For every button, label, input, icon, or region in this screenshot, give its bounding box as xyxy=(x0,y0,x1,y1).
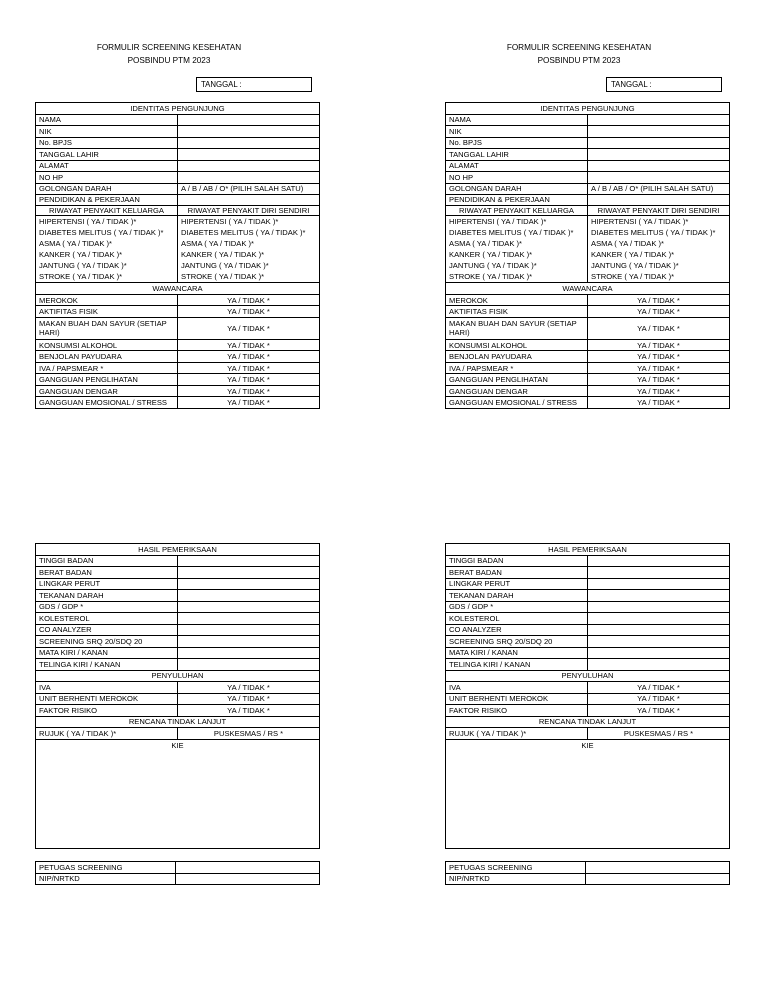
hasil-label: TELINGA KIRI / KANAN xyxy=(446,659,588,671)
yes-no-option[interactable]: YA / TIDAK * xyxy=(588,682,730,694)
riwayat-keluarga-header: RIWAYAT PENYAKIT KELUARGA xyxy=(36,205,178,216)
kie-header: KIE xyxy=(36,739,320,751)
hasil-header: HASIL PEMERIKSAAN xyxy=(36,544,320,556)
kie-textarea[interactable] xyxy=(446,751,730,849)
field-label: NAMA xyxy=(446,114,588,126)
wawancara-label: GANGGUAN DENGAR xyxy=(36,385,178,397)
yes-no-option[interactable]: YA / TIDAK * xyxy=(178,682,320,694)
field-label: NIK xyxy=(446,126,588,138)
hasil-table xyxy=(445,543,730,849)
wawancara-label: IVA / PAPSMEAR * xyxy=(36,362,178,374)
nama-input[interactable] xyxy=(178,114,320,126)
co-analyzer-input[interactable] xyxy=(178,624,320,636)
history-item: DIABETES MELITUS ( YA / TIDAK )* xyxy=(591,227,716,237)
kie-header: KIE xyxy=(446,739,730,751)
history-item: ASMA ( YA / TIDAK )* xyxy=(181,238,255,248)
tujuan-option[interactable]: PUSKESMAS / RS * xyxy=(178,728,320,740)
nip-input[interactable] xyxy=(586,873,730,885)
screening-form-right xyxy=(443,0,733,1002)
tinggi-badan-input[interactable] xyxy=(178,555,320,567)
nip-input[interactable] xyxy=(176,873,320,885)
srq-input[interactable] xyxy=(588,636,730,648)
history-item: DIABETES MELITUS ( YA / TIDAK )* xyxy=(39,227,164,237)
wawancara-label: GANGGUAN EMOSIONAL / STRESS xyxy=(446,397,588,409)
hasil-table xyxy=(35,543,320,849)
wawancara-label: BENJOLAN PAYUDARA xyxy=(446,351,588,363)
tujuan-option[interactable]: PUSKESMAS / RS * xyxy=(588,728,730,740)
hasil-label: BERAT BADAN xyxy=(446,567,588,579)
yes-no-option[interactable]: YA / TIDAK * xyxy=(178,362,320,374)
yes-no-option[interactable]: YA / TIDAK * xyxy=(178,397,320,409)
yes-no-option[interactable]: YA / TIDAK * xyxy=(588,397,730,409)
form-title: FORMULIR SCREENING KESEHATAN xyxy=(96,43,242,52)
tanggal-label: TANGGAL : xyxy=(611,80,652,89)
riwayat-sendiri-header: RIWAYAT PENYAKIT DIRI SENDIRI xyxy=(588,205,730,216)
nik-input[interactable] xyxy=(178,126,320,138)
yes-no-option[interactable]: YA / TIDAK * xyxy=(588,385,730,397)
wawancara-label: GANGGUAN PENGLIHATAN xyxy=(446,374,588,386)
history-item: JANTUNG ( YA / TIDAK )* xyxy=(181,260,269,270)
history-item: STROKE ( YA / TIDAK )* xyxy=(39,271,123,281)
wawancara-label: KONSUMSI ALKOHOL xyxy=(36,339,178,351)
wawancara-label: MEROKOK xyxy=(36,294,178,306)
wawancara-label: GANGGUAN DENGAR xyxy=(446,385,588,397)
history-item: HIPERTENSI ( YA / TIDAK )* xyxy=(39,217,137,226)
rencana-header: RENCANA TINDAK LANJUT xyxy=(36,716,320,728)
yes-no-option[interactable]: YA / TIDAK * xyxy=(178,693,320,705)
nik-input[interactable] xyxy=(588,126,730,138)
tanggal-label: TANGGAL : xyxy=(201,80,242,89)
pendidikan-input[interactable] xyxy=(178,195,320,206)
wawancara-header: WAWANCARA xyxy=(36,283,320,295)
no-hp-input[interactable] xyxy=(588,172,730,184)
petugas-label: PETUGAS SCREENING xyxy=(36,862,176,874)
wawancara-label: KONSUMSI ALKOHOL xyxy=(446,339,588,351)
petugas-label: PETUGAS SCREENING xyxy=(446,862,586,874)
kolesterol-input[interactable] xyxy=(178,613,320,625)
field-label: TANGGAL LAHIR xyxy=(446,149,588,161)
hasil-label: TINGGI BADAN xyxy=(36,555,178,567)
wawancara-label: AKTIFITAS FISIK xyxy=(36,306,178,318)
yes-no-option[interactable]: YA / TIDAK * xyxy=(588,705,730,717)
yes-no-option[interactable]: YA / TIDAK * xyxy=(588,306,730,318)
history-item: ASMA ( YA / TIDAK )* xyxy=(39,238,113,248)
hasil-label: SCREENING SRQ 20/SDQ 20 xyxy=(36,636,178,648)
wawancara-label: IVA / PAPSMEAR * xyxy=(446,362,588,374)
yes-no-option[interactable]: YA / TIDAK * xyxy=(178,374,320,386)
tinggi-badan-input[interactable] xyxy=(588,555,730,567)
history-item: DIABETES MELITUS ( YA / TIDAK )* xyxy=(181,227,306,237)
penyuluhan-label: FAKTOR RISIKO xyxy=(36,705,178,717)
hasil-label: KOLESTEROL xyxy=(36,613,178,625)
alamat-input[interactable] xyxy=(588,160,730,172)
history-item: JANTUNG ( YA / TIDAK )* xyxy=(39,260,127,270)
identitas-table xyxy=(445,102,730,409)
lingkar-perut-input[interactable] xyxy=(588,578,730,590)
history-item: HIPERTENSI ( YA / TIDAK )* xyxy=(181,217,279,226)
riwayat-sendiri-header: RIWAYAT PENYAKIT DIRI SENDIRI xyxy=(178,205,320,216)
gds-input[interactable] xyxy=(588,601,730,613)
tanggal-field[interactable] xyxy=(196,77,312,92)
wawancara-label: GANGGUAN EMOSIONAL / STRESS xyxy=(36,397,178,409)
mata-input[interactable] xyxy=(588,647,730,659)
history-item: ASMA ( YA / TIDAK )* xyxy=(449,238,523,248)
yes-no-option[interactable]: YA / TIDAK * xyxy=(178,339,320,351)
penyuluhan-header: PENYULUHAN xyxy=(446,670,730,682)
riwayat-keluarga-list[interactable] xyxy=(36,216,178,283)
field-label: PENDIDIKAN & PEKERJAAN xyxy=(446,195,588,206)
gds-input[interactable] xyxy=(178,601,320,613)
yes-no-option[interactable]: YA / TIDAK * xyxy=(588,374,730,386)
history-item: ASMA ( YA / TIDAK )* xyxy=(591,238,665,248)
nip-label: NIP/NRTKD xyxy=(36,873,176,885)
history-item: KANKER ( YA / TIDAK )* xyxy=(181,249,265,259)
wawancara-label: MEROKOK xyxy=(446,294,588,306)
yes-no-option[interactable]: YA / TIDAK * xyxy=(588,339,730,351)
hasil-label: LINGKAR PERUT xyxy=(36,578,178,590)
penyuluhan-label: FAKTOR RISIKO xyxy=(446,705,588,717)
wawancara-label: MAKAN BUAH DAN SAYUR (SETIAP HARI) xyxy=(36,317,178,339)
nip-label: NIP/NRTKD xyxy=(446,873,586,885)
yes-no-option[interactable]: YA / TIDAK * xyxy=(588,317,730,339)
identitas-table xyxy=(35,102,320,409)
riwayat-sendiri-list[interactable] xyxy=(588,216,730,283)
history-item: KANKER ( YA / TIDAK )* xyxy=(449,249,533,259)
rencana-header: RENCANA TINDAK LANJUT xyxy=(446,716,730,728)
penyuluhan-label: UNIT BERHENTI MEROKOK xyxy=(36,693,178,705)
penyuluhan-label: IVA xyxy=(446,682,588,694)
form-subtitle: POSBINDU PTM 2023 xyxy=(537,56,621,65)
yes-no-option[interactable]: YA / TIDAK * xyxy=(178,351,320,363)
hasil-label: KOLESTEROL xyxy=(446,613,588,625)
hasil-label: LINGKAR PERUT xyxy=(446,578,588,590)
penyuluhan-label: IVA xyxy=(36,682,178,694)
field-label: No. BPJS xyxy=(36,137,178,149)
field-label: NIK xyxy=(36,126,178,138)
golongan-darah-options[interactable]: A / B / AB / O* (PILIH SALAH SATU) xyxy=(178,183,320,195)
co-analyzer-input[interactable] xyxy=(588,624,730,636)
golongan-darah-options[interactable]: A / B / AB / O* (PILIH SALAH SATU) xyxy=(588,183,730,195)
yes-no-option[interactable]: YA / TIDAK * xyxy=(588,693,730,705)
hasil-label: MATA KIRI / KANAN xyxy=(36,647,178,659)
hasil-label: TEKANAN DARAH xyxy=(36,590,178,602)
hasil-label: CO ANALYZER xyxy=(446,624,588,636)
nama-input[interactable] xyxy=(588,114,730,126)
hasil-label: GDS / GDP * xyxy=(446,601,588,613)
history-item: HIPERTENSI ( YA / TIDAK )* xyxy=(449,217,547,226)
alamat-input[interactable] xyxy=(178,160,320,172)
berat-badan-input[interactable] xyxy=(588,567,730,579)
hasil-label: BERAT BADAN xyxy=(36,567,178,579)
wawancara-label: BENJOLAN PAYUDARA xyxy=(36,351,178,363)
hasil-label: TEKANAN DARAH xyxy=(446,590,588,602)
field-label: GOLONGAN DARAH xyxy=(446,183,588,195)
yes-no-option[interactable]: YA / TIDAK * xyxy=(178,385,320,397)
no-hp-input[interactable] xyxy=(178,172,320,184)
history-item: HIPERTENSI ( YA / TIDAK )* xyxy=(591,217,689,226)
history-item: STROKE ( YA / TIDAK )* xyxy=(181,271,265,281)
petugas-input[interactable] xyxy=(586,862,730,874)
petugas-table xyxy=(445,861,730,885)
mata-input[interactable] xyxy=(178,647,320,659)
history-item: STROKE ( YA / TIDAK )* xyxy=(449,271,533,281)
bpjs-input[interactable] xyxy=(178,137,320,149)
wawancara-label: GANGGUAN PENGLIHATAN xyxy=(36,374,178,386)
field-label: TANGGAL LAHIR xyxy=(36,149,178,161)
srq-input[interactable] xyxy=(178,636,320,648)
field-label: NO HP xyxy=(36,172,178,184)
wawancara-header: WAWANCARA xyxy=(446,283,730,295)
hasil-label: GDS / GDP * xyxy=(36,601,178,613)
history-item: KANKER ( YA / TIDAK )* xyxy=(39,249,123,259)
rujuk-option[interactable]: RUJUK ( YA / TIDAK )* xyxy=(446,728,588,740)
hasil-label: SCREENING SRQ 20/SDQ 20 xyxy=(446,636,588,648)
hasil-label: CO ANALYZER xyxy=(36,624,178,636)
field-label: GOLONGAN DARAH xyxy=(36,183,178,195)
form-subtitle: POSBINDU PTM 2023 xyxy=(127,56,211,65)
yes-no-option[interactable]: YA / TIDAK * xyxy=(178,705,320,717)
kolesterol-input[interactable] xyxy=(588,613,730,625)
petugas-input[interactable] xyxy=(176,862,320,874)
history-item: JANTUNG ( YA / TIDAK )* xyxy=(449,260,537,270)
identitas-header: IDENTITAS PENGUNJUNG xyxy=(36,103,320,115)
yes-no-option[interactable]: YA / TIDAK * xyxy=(178,294,320,306)
field-label: NO HP xyxy=(446,172,588,184)
tanggal-lahir-input[interactable] xyxy=(588,149,730,161)
yes-no-option[interactable]: YA / TIDAK * xyxy=(588,362,730,374)
telinga-input[interactable] xyxy=(178,659,320,671)
field-label: ALAMAT xyxy=(446,160,588,172)
screening-form-left xyxy=(33,0,323,1002)
wawancara-label: MAKAN BUAH DAN SAYUR (SETIAP HARI) xyxy=(446,317,588,339)
riwayat-keluarga-header: RIWAYAT PENYAKIT KELUARGA xyxy=(446,205,588,216)
bpjs-input[interactable] xyxy=(588,137,730,149)
field-label: NAMA xyxy=(36,114,178,126)
riwayat-sendiri-list[interactable] xyxy=(178,216,320,283)
berat-badan-input[interactable] xyxy=(178,567,320,579)
kie-textarea[interactable] xyxy=(36,751,320,849)
tanggal-field[interactable] xyxy=(606,77,722,92)
penyuluhan-label: UNIT BERHENTI MEROKOK xyxy=(446,693,588,705)
field-label: ALAMAT xyxy=(36,160,178,172)
penyuluhan-header: PENYULUHAN xyxy=(36,670,320,682)
history-item: DIABETES MELITUS ( YA / TIDAK )* xyxy=(449,227,574,237)
tekanan-darah-input[interactable] xyxy=(178,590,320,602)
history-item: STROKE ( YA / TIDAK )* xyxy=(591,271,675,281)
field-label: PENDIDIKAN & PEKERJAAN xyxy=(36,195,178,206)
identitas-header: IDENTITAS PENGUNJUNG xyxy=(446,103,730,115)
hasil-label: TELINGA KIRI / KANAN xyxy=(36,659,178,671)
hasil-header: HASIL PEMERIKSAAN xyxy=(446,544,730,556)
hasil-label: TINGGI BADAN xyxy=(446,555,588,567)
yes-no-option[interactable]: YA / TIDAK * xyxy=(588,351,730,363)
yes-no-option[interactable]: YA / TIDAK * xyxy=(178,306,320,318)
tanggal-lahir-input[interactable] xyxy=(178,149,320,161)
tekanan-darah-input[interactable] xyxy=(588,590,730,602)
riwayat-keluarga-list[interactable] xyxy=(446,216,588,283)
history-item: KANKER ( YA / TIDAK )* xyxy=(591,249,675,259)
pendidikan-input[interactable] xyxy=(588,195,730,206)
form-title: FORMULIR SCREENING KESEHATAN xyxy=(506,43,652,52)
rujuk-option[interactable]: RUJUK ( YA / TIDAK )* xyxy=(36,728,178,740)
wawancara-label: AKTIFITAS FISIK xyxy=(446,306,588,318)
telinga-input[interactable] xyxy=(588,659,730,671)
hasil-label: MATA KIRI / KANAN xyxy=(446,647,588,659)
field-label: No. BPJS xyxy=(446,137,588,149)
yes-no-option[interactable]: YA / TIDAK * xyxy=(178,317,320,339)
history-item: JANTUNG ( YA / TIDAK )* xyxy=(591,260,679,270)
lingkar-perut-input[interactable] xyxy=(178,578,320,590)
yes-no-option[interactable]: YA / TIDAK * xyxy=(588,294,730,306)
petugas-table xyxy=(35,861,320,885)
